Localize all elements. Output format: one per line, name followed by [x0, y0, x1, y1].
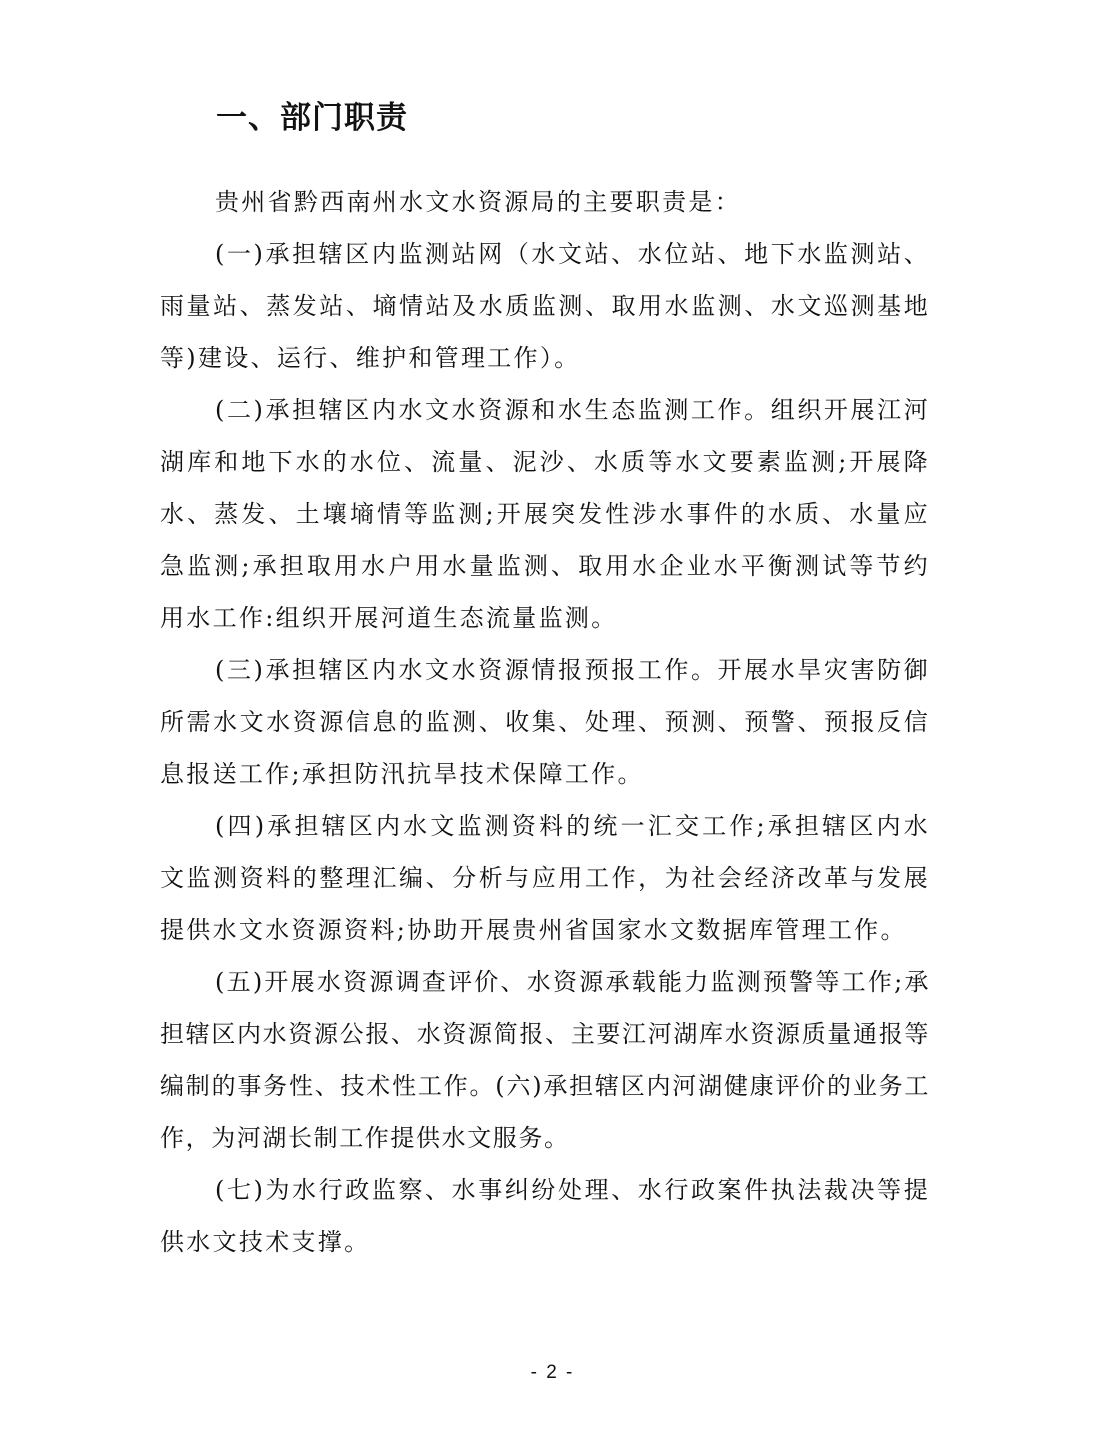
paragraph-duty-4: (四)承担辖区内水文监测资料的统一汇交工作;承担辖区内水文监测资料的整理汇编、分析与应用工作，为社会经济改革与发展提供水文水资源资料;协助开展贵州省国家水文数据库管理工作。: [160, 812, 930, 944]
paragraph-duty-5-6: (五)开展水资源调查评价、水资源承载能力监测预警等工作;承担辖区内水资源公报、水资源简报、主要江河湖库水资源质量通报等编制的事务性、技术性工作。(六)承担辖区内河湖健康评价的业务工作，为河湖长制工作提供水文服务。: [160, 968, 930, 1152]
paragraph-duty-1: (一)承担辖区内监测站网（水文站、水位站、地下水监测站、雨量站、蒸发站、墒情站及水质监测、取用水监测、水文巡测基地等)建设、运行、维护和管理工作）。: [160, 240, 930, 372]
section-heading: 一、部门职责: [216, 100, 408, 136]
paragraph-duty-7: (七)为水行政监察、水事纠纷处理、水行政案件执法裁决等提供水文技术支撑。: [160, 1176, 930, 1256]
paragraph-duty-3: (三)承担辖区内水文水资源情报预报工作。开展水旱灾害防御所需水文水资源信息的监测、收集、处理、预测、预警、预报反信息报送工作;承担防汛抗旱技术保障工作。: [160, 656, 930, 788]
paragraph-intro: 贵州省黔西南州水文水资源局的主要职责是：: [215, 188, 741, 216]
body-text: [160, 176, 930, 1268]
page-number: - 2 -: [530, 1362, 575, 1383]
paragraph-duty-2: (二)承担辖区内水文水资源和水生态监测工作。组织开展江河湖库和地下水的水位、流量、泥沙、水质等水文要素监测;开展降水、蒸发、土壤墒情等监测;开展突发性涉水事件的水质、水量应急监测;承担取用水户用水量监测、取用水企业水平衡测试等节约用水工作:组织开展河道生态流量监测。: [160, 396, 930, 632]
